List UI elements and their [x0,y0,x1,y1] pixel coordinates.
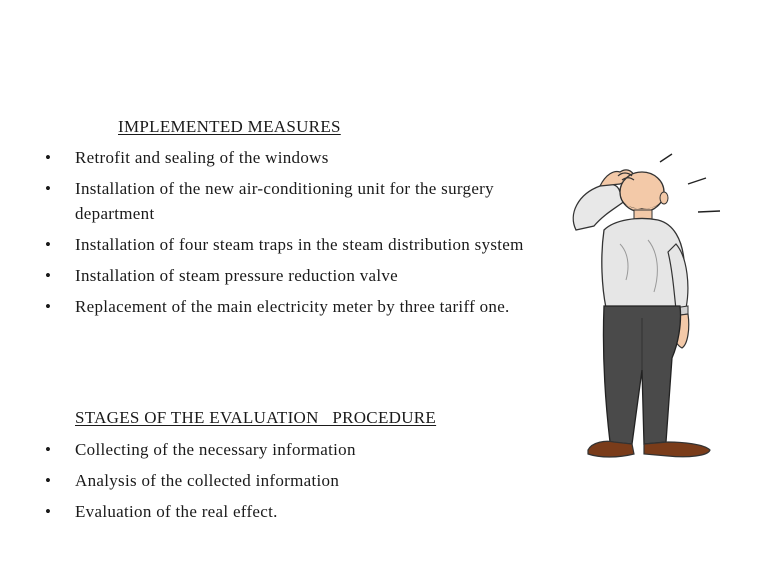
bullet-icon: • [45,235,52,254]
bullet-icon: • [45,148,52,167]
bullet-icon: • [45,266,52,285]
evaluation-stages-list [45,437,545,530]
confused-man-icon [548,148,728,468]
list-item [45,145,545,170]
list-item-text: Collecting of the necessary information [75,440,356,459]
list-item-text: Replacement of the main electricity meter by three tariff one. [75,297,510,316]
implemented-measures-heading: IMPLEMENTED MEASURES [118,117,341,136]
evaluation-stages-heading-text: STAGES OF THE EVALUATION PROCEDURE [75,408,437,427]
evaluation-stages-heading [75,408,436,428]
list-item-text: Analysis of the collected information [75,471,340,490]
implemented-measures-list [45,145,545,325]
list-item-text: Installation of steam pressure reduction valve [75,266,399,285]
list-item [45,437,545,462]
list-item-text: Installation of the new air-conditioning unit for the surgery department [75,179,494,223]
list-item [45,468,545,493]
bullet-icon: • [45,179,52,198]
list-item-text: Installation of four steam traps in the steam distribution system [75,235,524,254]
list-item [45,232,545,257]
list-item [45,499,545,524]
list-item-text: Evaluation of the real effect. [75,502,278,521]
list-item [45,176,545,226]
list-item [45,294,545,319]
bullet-icon: • [45,297,52,316]
bullet-icon: • [45,440,52,459]
bullet-icon: • [45,502,52,521]
bullet-icon: • [45,471,52,490]
list-item [45,263,545,288]
list-item-text: Retrofit and sealing of the windows [75,148,329,167]
